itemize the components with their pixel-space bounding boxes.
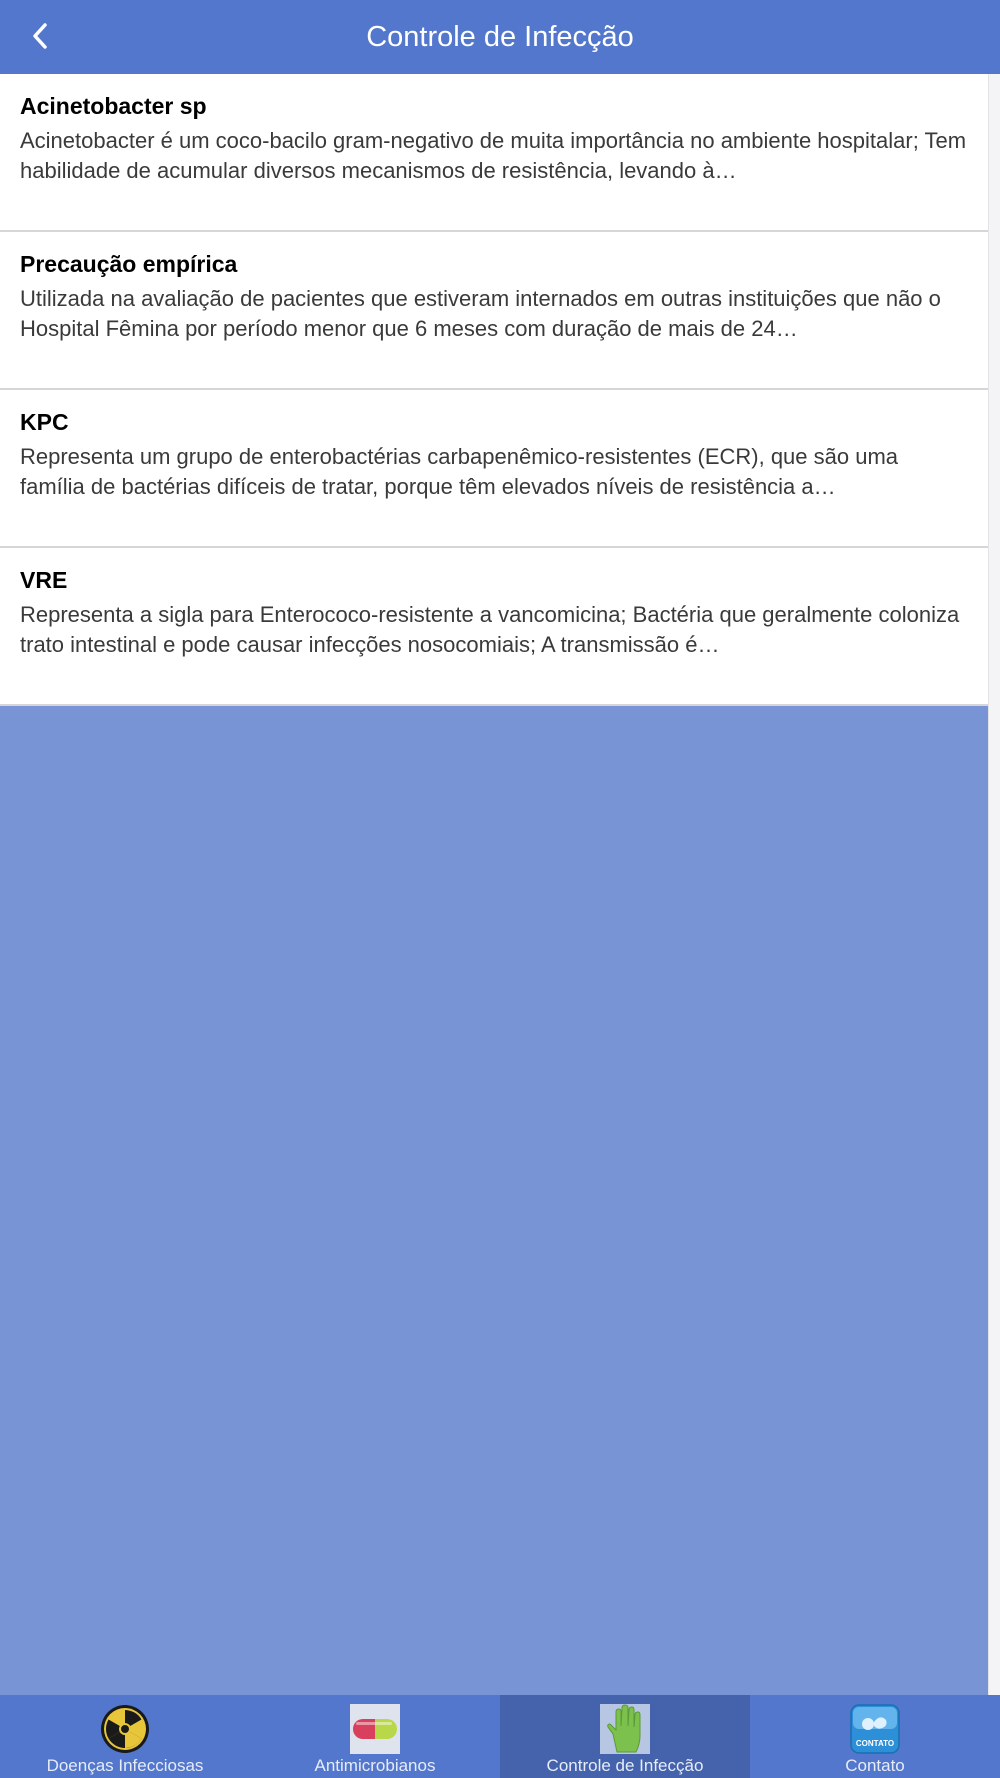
capsule-icon — [350, 1704, 400, 1754]
tab-controle-de-infeccao[interactable] — [500, 1695, 750, 1778]
hand-icon — [600, 1704, 650, 1754]
nav-bar — [0, 0, 1000, 74]
item-title: Acinetobacter sp — [20, 93, 207, 119]
contact-icon — [850, 1704, 900, 1754]
tab-label: Antimicrobianos — [314, 1756, 436, 1775]
topic-list — [0, 74, 988, 706]
list-item-vre[interactable] — [0, 548, 988, 706]
page-title: Controle de Infecção — [366, 21, 634, 53]
list-item-precaucao-empirica[interactable] — [0, 232, 988, 390]
radiation-icon — [100, 1704, 150, 1754]
tab-bar — [0, 1695, 1000, 1778]
item-title: KPC — [20, 409, 69, 435]
item-description: Acinetobacter é um coco-bacilo gram-negativo de muita importância no ambiente hospitalar; Tem habilidade de acumular diversos mecanismos de resistência, levando à… — [20, 128, 967, 183]
contact-icon-text: CONTATO — [855, 1739, 895, 1748]
tab-label: Contato — [845, 1756, 905, 1775]
scroll-indicator-track — [988, 74, 1000, 1695]
item-title: VRE — [20, 567, 68, 593]
tab-antimicrobianos[interactable] — [250, 1695, 500, 1778]
item-description: Representa a sigla para Enterococo-resistente a vancomicina; Bactéria que geralmente coloniza trato intestinal e pode causar infecções nosocomiais; A transmissão é… — [20, 602, 960, 657]
tab-label: Doenças Infecciosas — [46, 1756, 204, 1775]
item-description: Representa um grupo de enterobactérias carbapenêmico-resistentes (ECR), que são uma família de bactérias difíceis de tratar, porque têm elevados níveis de resistência a… — [20, 444, 899, 499]
tab-label: Controle de Infecção — [546, 1756, 704, 1775]
tab-doencas-infecciosas[interactable] — [0, 1695, 250, 1778]
tab-contato[interactable] — [750, 1695, 1000, 1778]
list-item-acinetobacter[interactable] — [0, 74, 988, 232]
item-title: Precaução empírica — [20, 251, 238, 277]
item-description: Utilizada na avaliação de pacientes que estiveram internados em outras instituições que não o Hospital Fêmina por período menor que 6 meses com duração de mais de 24… — [20, 286, 941, 341]
list-item-kpc[interactable] — [0, 390, 988, 548]
